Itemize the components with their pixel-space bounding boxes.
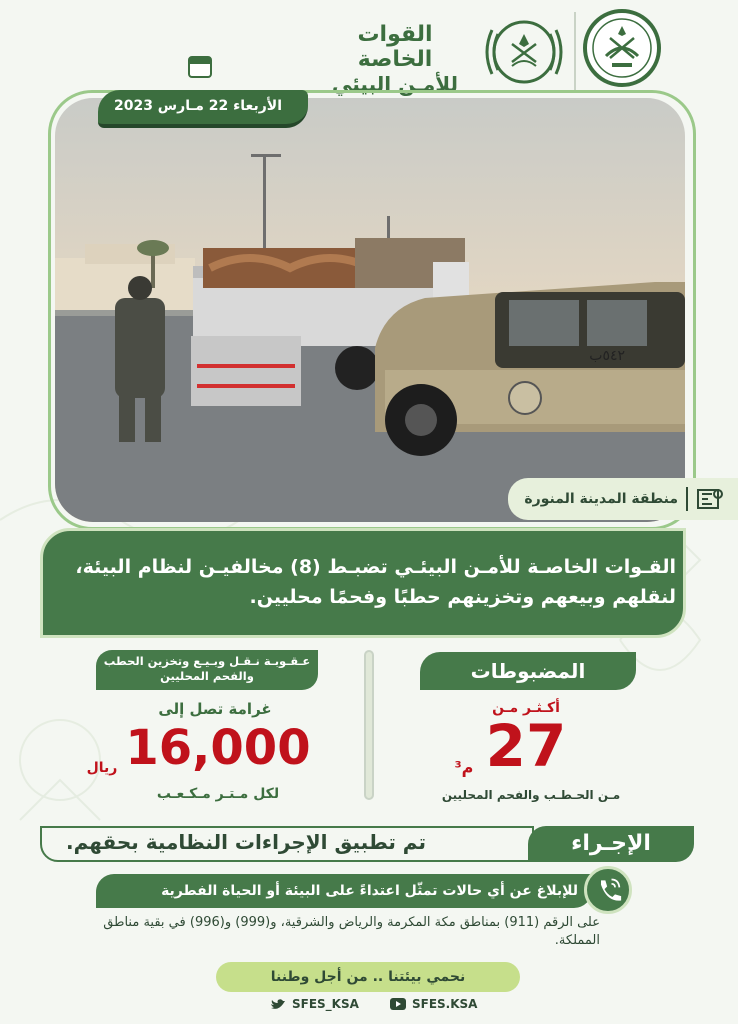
organization-name (320, 22, 470, 96)
ministry-of-interior-logo (582, 8, 662, 88)
phone-icon (584, 866, 632, 914)
calendar-icon (188, 56, 212, 78)
seizure-photo (55, 98, 685, 522)
region-separator (686, 487, 688, 511)
region-name: منطقة المدينة المنورة (524, 491, 678, 507)
seized-title: المضبوطات (420, 652, 636, 690)
report-description: على الرقم (911) بمناطق مكة المكرمة والرياض والشرقية، و(999) و(996) في بقية مناطق المملكة. (103, 915, 600, 949)
slogan: نحمي بيئتنا .. من أجل وطننا (216, 962, 520, 992)
twitter-icon (270, 998, 286, 1010)
procedure-title: الإجـراء (528, 826, 694, 862)
twitter-handle-text: SFES_KSA (292, 997, 359, 1011)
fine-currency: ريال (86, 760, 118, 776)
date-text: الأربعاء 22 مـارس 2023 (113, 98, 282, 114)
seized-more-than: أكـثـر مـن (492, 700, 560, 716)
seized-description: مـن الحـطـب والفحم المحليين (441, 788, 621, 802)
seized-unit: م³ (454, 758, 474, 777)
header-divider (574, 12, 576, 90)
penalty-title: عـقـوبـة نـقـل وبـيـع وتخزين الحطب والفحم المحليين (96, 650, 318, 690)
org-name-line2: للأمـن البيئي (332, 71, 458, 96)
org-name-line1: القوات الخاصة (357, 22, 433, 73)
fine-amount: 16,000 (125, 720, 311, 776)
date-tab (98, 78, 308, 130)
seized-value: 27 (485, 712, 567, 780)
region-tag (508, 478, 738, 520)
sfes-logo (476, 12, 572, 92)
youtube-handle[interactable] (390, 994, 477, 1014)
youtube-handle-text: SFES.KSA (412, 997, 478, 1011)
report-title: للإبلاغ عن أي حالات تمثّل اعتداءً على البيئة أو الحياة الفطرية (96, 874, 592, 908)
fine-label: غرامة تصل إلى (158, 700, 272, 718)
vehicle-plate: ٥٤٢ب (589, 348, 625, 364)
stats-divider (364, 650, 374, 800)
fine-per-unit: لكل مـتـر مـكـعـب (156, 786, 280, 802)
procedure-text: تم تطبيق الإجراءات النظامية بحقهم. (65, 830, 426, 854)
headline-text: القـوات الخاصـة للأمـن البيئـي تضبـط (8) مخالفيـن لنظام البيئة، لنقلهم وبيعهم وتخزينهم حطبًا وفحمًا محليين. (75, 556, 676, 609)
youtube-icon (390, 998, 406, 1010)
twitter-handle[interactable] (270, 994, 359, 1014)
location-map-icon (696, 486, 724, 512)
